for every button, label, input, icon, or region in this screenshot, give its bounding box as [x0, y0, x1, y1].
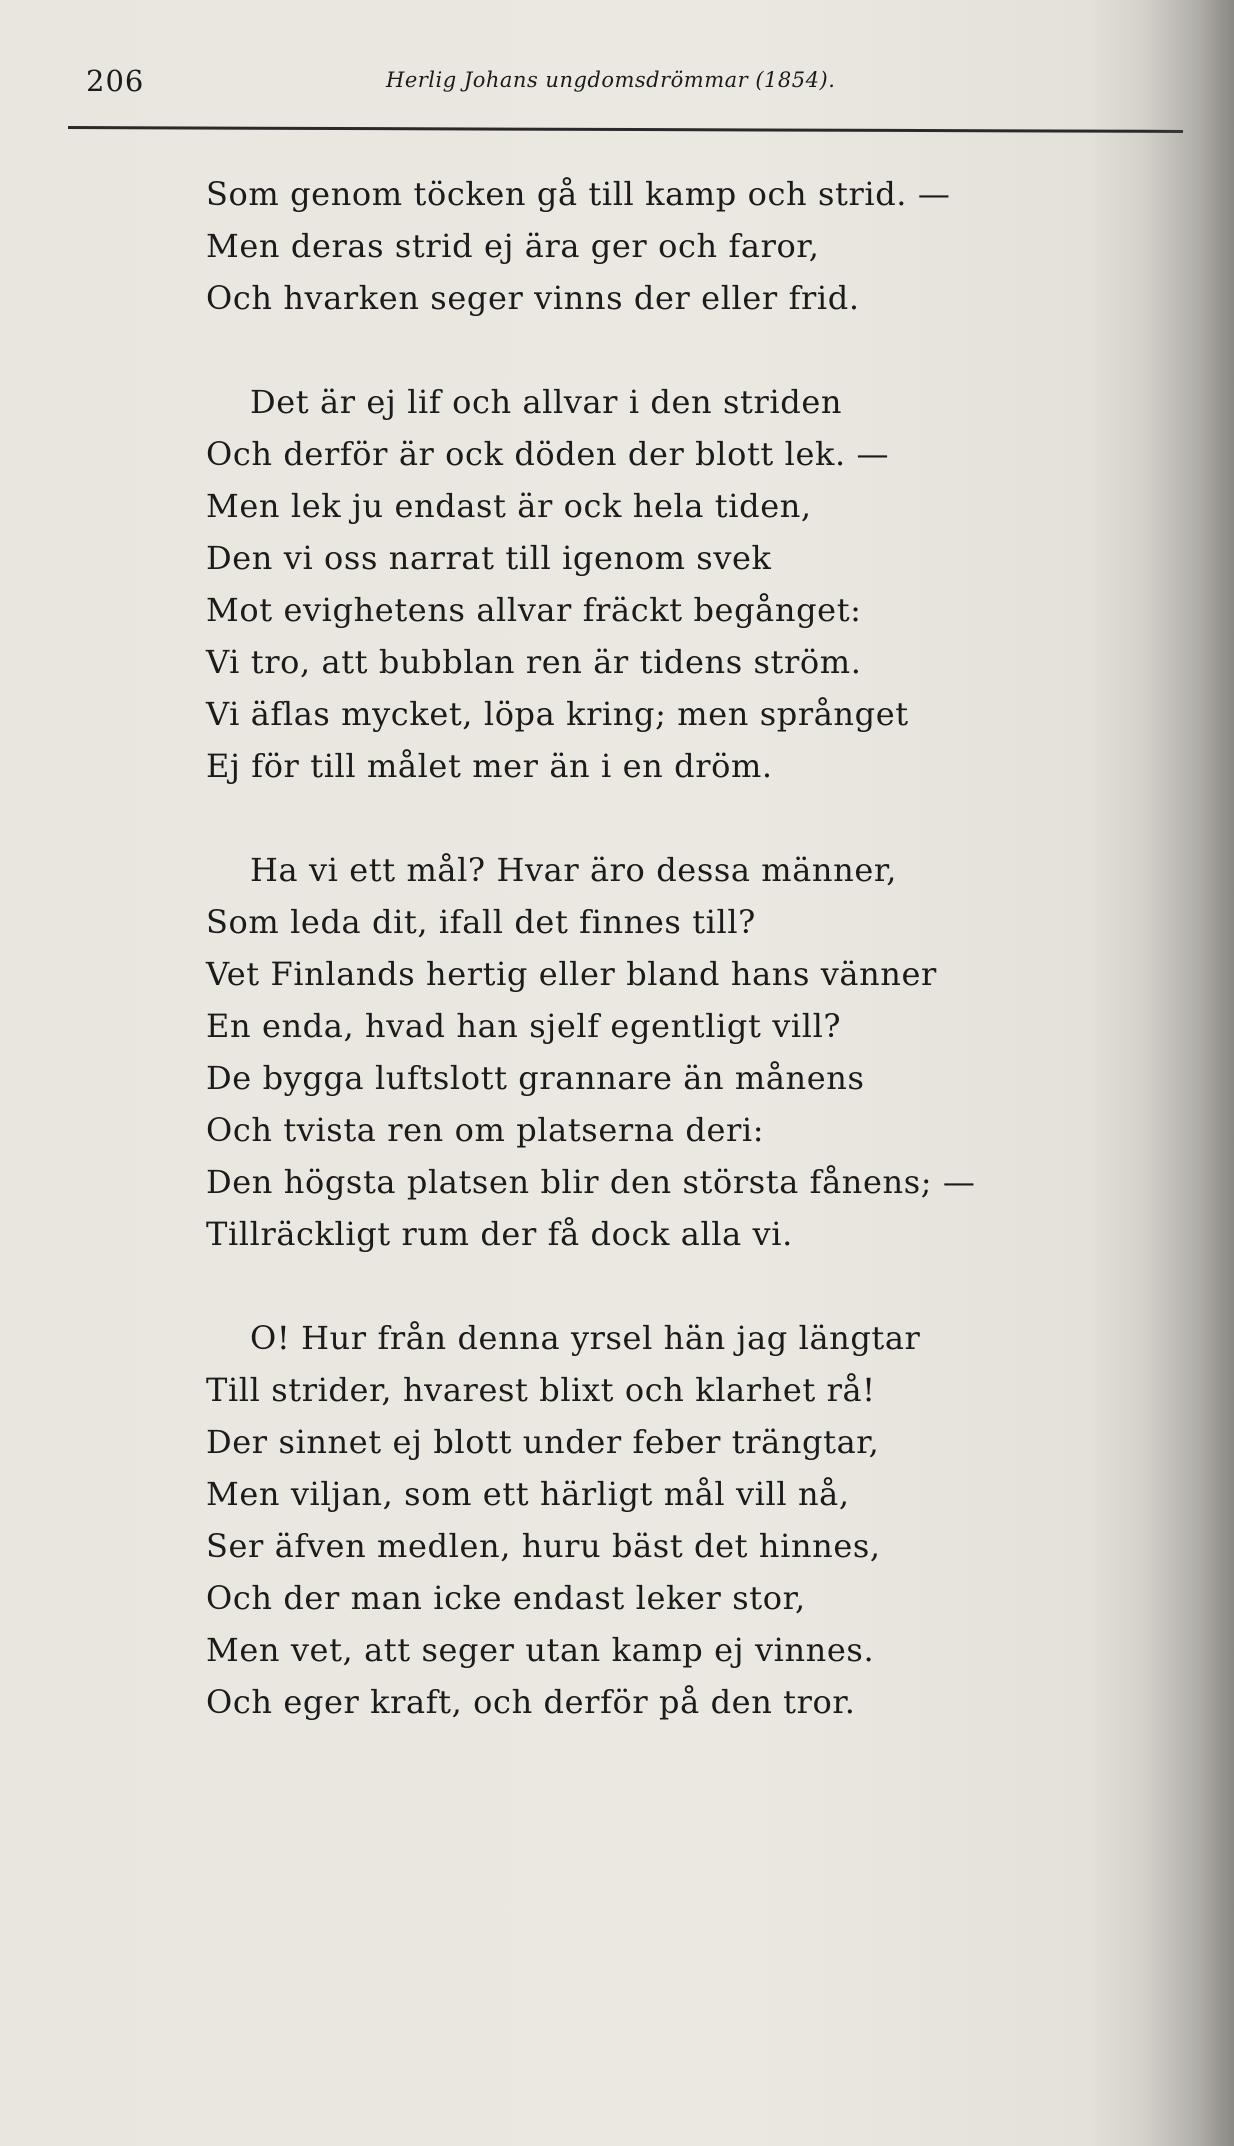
poem-line: Och tvista ren om platserna deri:	[206, 1111, 765, 1149]
poem-line: Den vi oss narrat till igenom svek	[206, 539, 772, 577]
poem-line: Vi tro, att bubblan ren är tidens ström.	[206, 643, 862, 681]
poem-line: Till strider, hvarest blixt och klarhet rå!	[206, 1371, 876, 1409]
poem-line: Vet Finlands hertig eller bland hans vänner	[206, 955, 937, 993]
poem-line: O! Hur från denna yrsel hän jag längtar	[250, 1319, 921, 1357]
poem-line: Och hvarken seger vinns der eller frid.	[206, 279, 860, 317]
poem-line: Det är ej lif och allvar i den striden	[250, 383, 843, 421]
poem-line: Som leda dit, ifall det finnes till?	[206, 903, 756, 941]
poem-line: De bygga luftslott grannare än månens	[206, 1059, 865, 1097]
poem-line: Tillräckligt rum der få dock alla vi.	[206, 1215, 793, 1253]
poem-line: Ha vi ett mål? Hvar äro dessa männer,	[250, 851, 898, 889]
binding-shadow	[1144, 0, 1234, 2146]
stanza-gap	[206, 1260, 1106, 1312]
poem-line: Mot evighetens allvar fräckt begånget:	[206, 591, 862, 629]
poem-line: Som genom töcken gå till kamp och strid. —	[206, 175, 951, 213]
poem-line: Vi äflas mycket, löpa kring; men språnget	[206, 695, 909, 733]
poem-line: Men viljan, som ett härligt mål vill nå,	[206, 1475, 850, 1513]
poem-line: Och der man icke endast leker stor,	[206, 1579, 806, 1617]
poem-line: Ser äfven medlen, huru bäst det hinnes,	[206, 1527, 881, 1565]
page-header	[86, 64, 1186, 104]
poem-line: Ej för till målet mer än i en dröm.	[206, 747, 773, 785]
stanza-gap	[206, 324, 1106, 376]
poem-line: Der sinnet ej blott under feber trängtar,	[206, 1423, 880, 1461]
poem-line: Den högsta platsen blir den största fånens; —	[206, 1163, 976, 1201]
poem-line: Och derför är ock döden der blott lek. —	[206, 435, 890, 473]
stanza-gap	[206, 792, 1106, 844]
poem-body	[206, 168, 1106, 1728]
poem-line: Och eger kraft, och derför på den tror.	[206, 1683, 856, 1721]
running-title: Herlig Johans ungdomsdrömmar (1854).	[386, 68, 836, 92]
header-rule	[68, 126, 1183, 133]
poem-line: Men deras strid ej ära ger och faror,	[206, 227, 820, 265]
poem-line: Men lek ju endast är ock hela tiden,	[206, 487, 812, 525]
poem-line: En enda, hvad han sjelf egentligt vill?	[206, 1007, 842, 1045]
poem-line: Men vet, att seger utan kamp ej vinnes.	[206, 1631, 875, 1669]
page-number: 206	[86, 64, 145, 98]
